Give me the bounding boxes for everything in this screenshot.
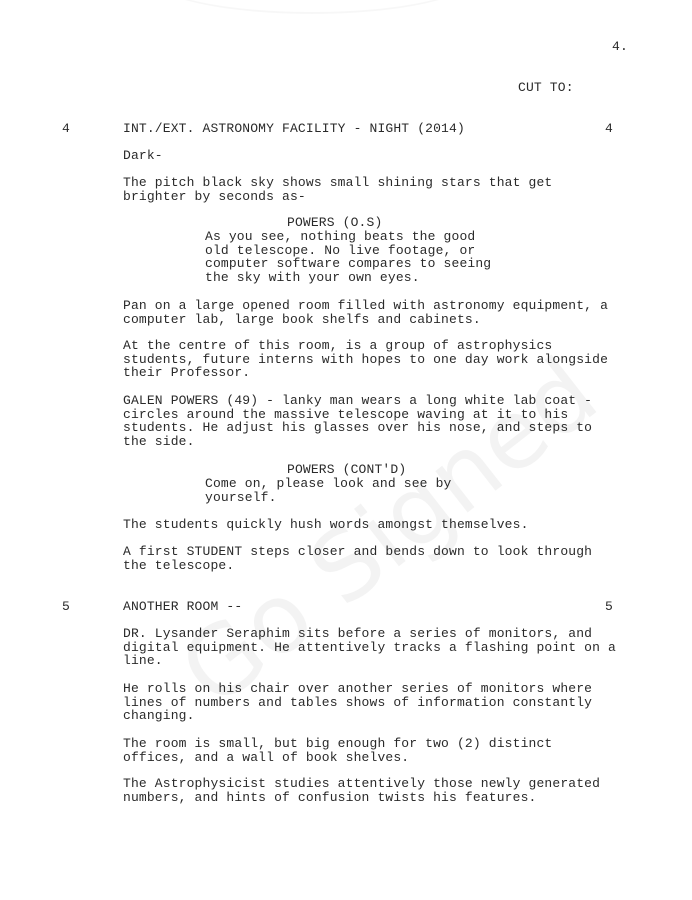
action-line: The students quickly hush words amongst themselves. [123, 517, 529, 532]
action-line: He rolls on his chair over another series of monitors where lines of numbers and tables shows of information constantly changing. [123, 681, 593, 723]
scene-number-right: 5 [605, 599, 613, 614]
scene-heading: INT./EXT. ASTRONOMY FACILITY - NIGHT (2014) [123, 121, 465, 136]
action-line: DR. Lysander Seraphim sits before a series of monitors, and digital equipment. He attentively tracks a flashing point on a line. [123, 626, 616, 668]
page-number: 4. [612, 39, 628, 54]
action-line: Pan on a large opened room filled with astronomy equipment, a computer lab, large book shelfs and cabinets. [123, 298, 609, 327]
scene-heading: ANOTHER ROOM -- [123, 599, 243, 614]
action-line: Dark- [123, 148, 163, 163]
dialogue-text: Come on, please look and see by yourself. [205, 476, 452, 505]
character-name: POWERS (CONT'D) [287, 462, 407, 477]
scene-number-left: 4 [62, 121, 70, 136]
action-line: The room is small, but big enough for two (2) distinct offices, and a wall of book shelves. [123, 736, 553, 765]
action-line: The Astrophysicist studies attentively those newly generated numbers, and hints of confusion twists his features. [123, 776, 601, 805]
action-line: GALEN POWERS (49) - lanky man wears a long white lab coat - circles around the massive telescope waving at it to his students. He adjust his glasses over his nose, and steps to the side. [123, 393, 593, 449]
scene-number-right: 4 [605, 121, 613, 136]
dialogue-text: As you see, nothing beats the good old telescope. No live footage, or computer software compares to seeing the sky with your own eyes. [205, 229, 492, 285]
action-line: At the centre of this room, is a group of astrophysics students, future interns with hopes to one day work alongside their Professor. [123, 338, 609, 380]
action-line: The pitch black sky shows small shining stars that get brighter by seconds as- [123, 175, 553, 204]
action-line: A first STUDENT steps closer and bends down to look through the telescope. [123, 544, 593, 573]
decorative-arc [150, 0, 474, 14]
transition: CUT TO: [518, 80, 574, 95]
scene-number-left: 5 [62, 599, 70, 614]
character-name: POWERS (O.S) [287, 215, 383, 230]
